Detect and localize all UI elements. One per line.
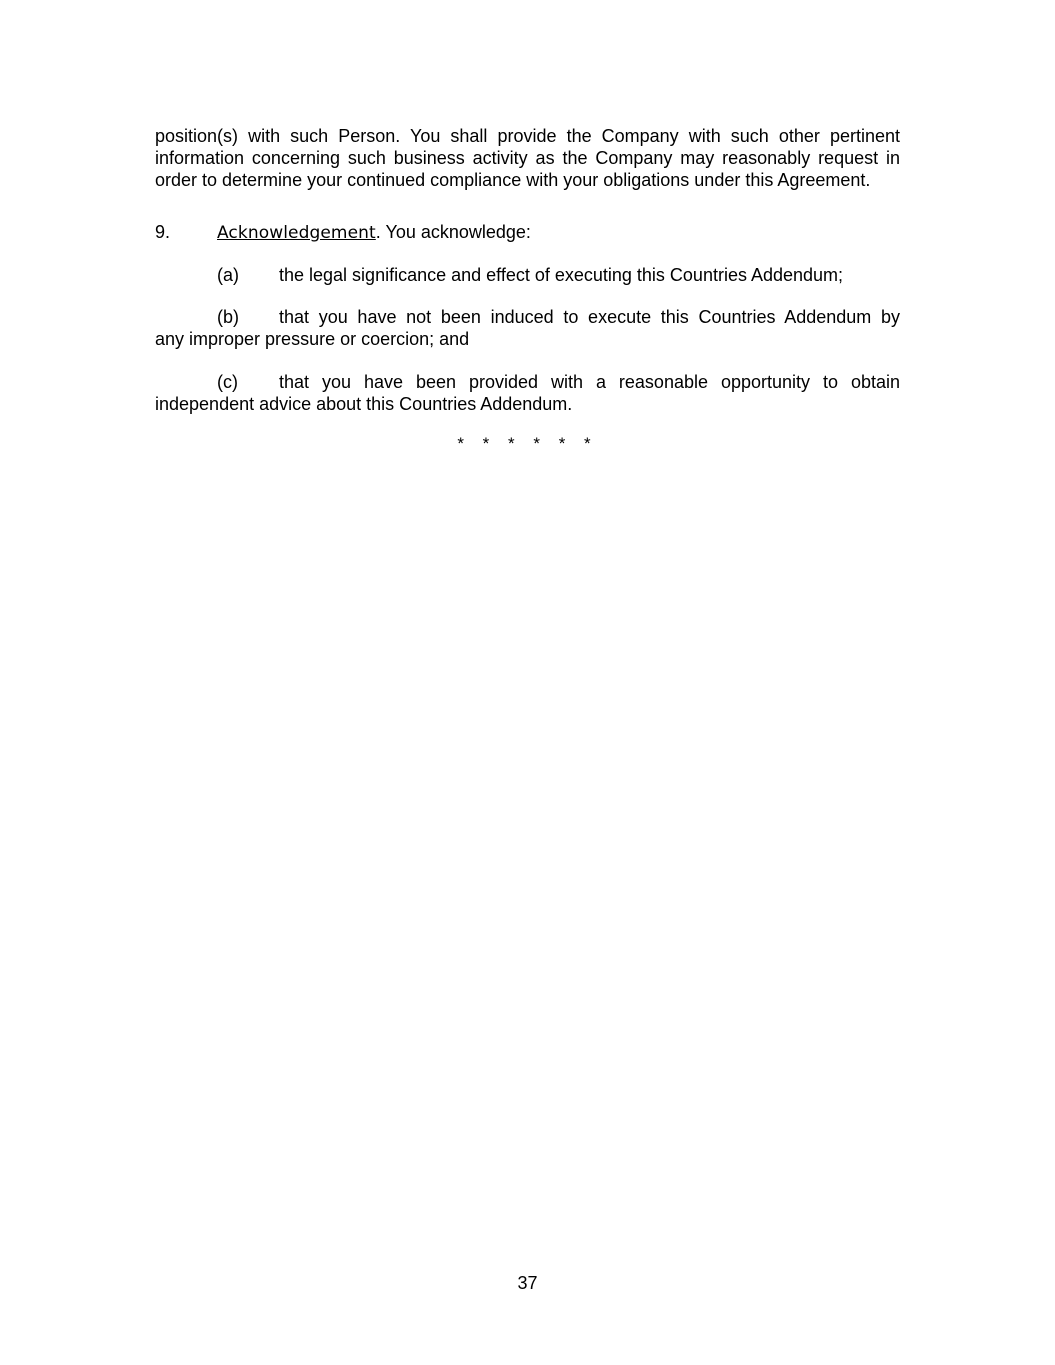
section-separator: * * * * * * [457,434,598,453]
section-number: 9. [155,222,171,242]
list-item [155,371,900,415]
list-item-text: that you have been provided with a reasonable opportunity to obtain [279,372,900,392]
section-title: Acknowledgement [217,223,376,243]
section-lead-text: . You acknowledge: [375,222,531,242]
list-item-text: that you have not been induced to execute this Countries Addendum by [279,307,900,327]
list-item-label: (b) [217,307,239,327]
paragraph-line: position(s) with such Person. You shall provide the Company with such other pertinent [155,126,900,146]
paragraph-line: information concerning such business activity as the Company may reasonably request in [155,148,900,168]
page-number: 37 [517,1273,538,1293]
list-item-continuation: independent advice about this Countries Addendum. [155,394,573,414]
list-item-text: the legal significance and effect of executing this Countries Addendum; [279,265,844,285]
section-heading [155,221,900,244]
list-item-continuation: any improper pressure or coercion; and [155,329,470,349]
paragraph-line: order to determine your continued compliance with your obligations under this Agreement. [155,170,871,190]
list-item [155,264,900,286]
continuation-paragraph [155,125,900,191]
list-item-label: (c) [217,372,238,392]
list-item [155,306,900,350]
list-item-label: (a) [217,265,239,285]
